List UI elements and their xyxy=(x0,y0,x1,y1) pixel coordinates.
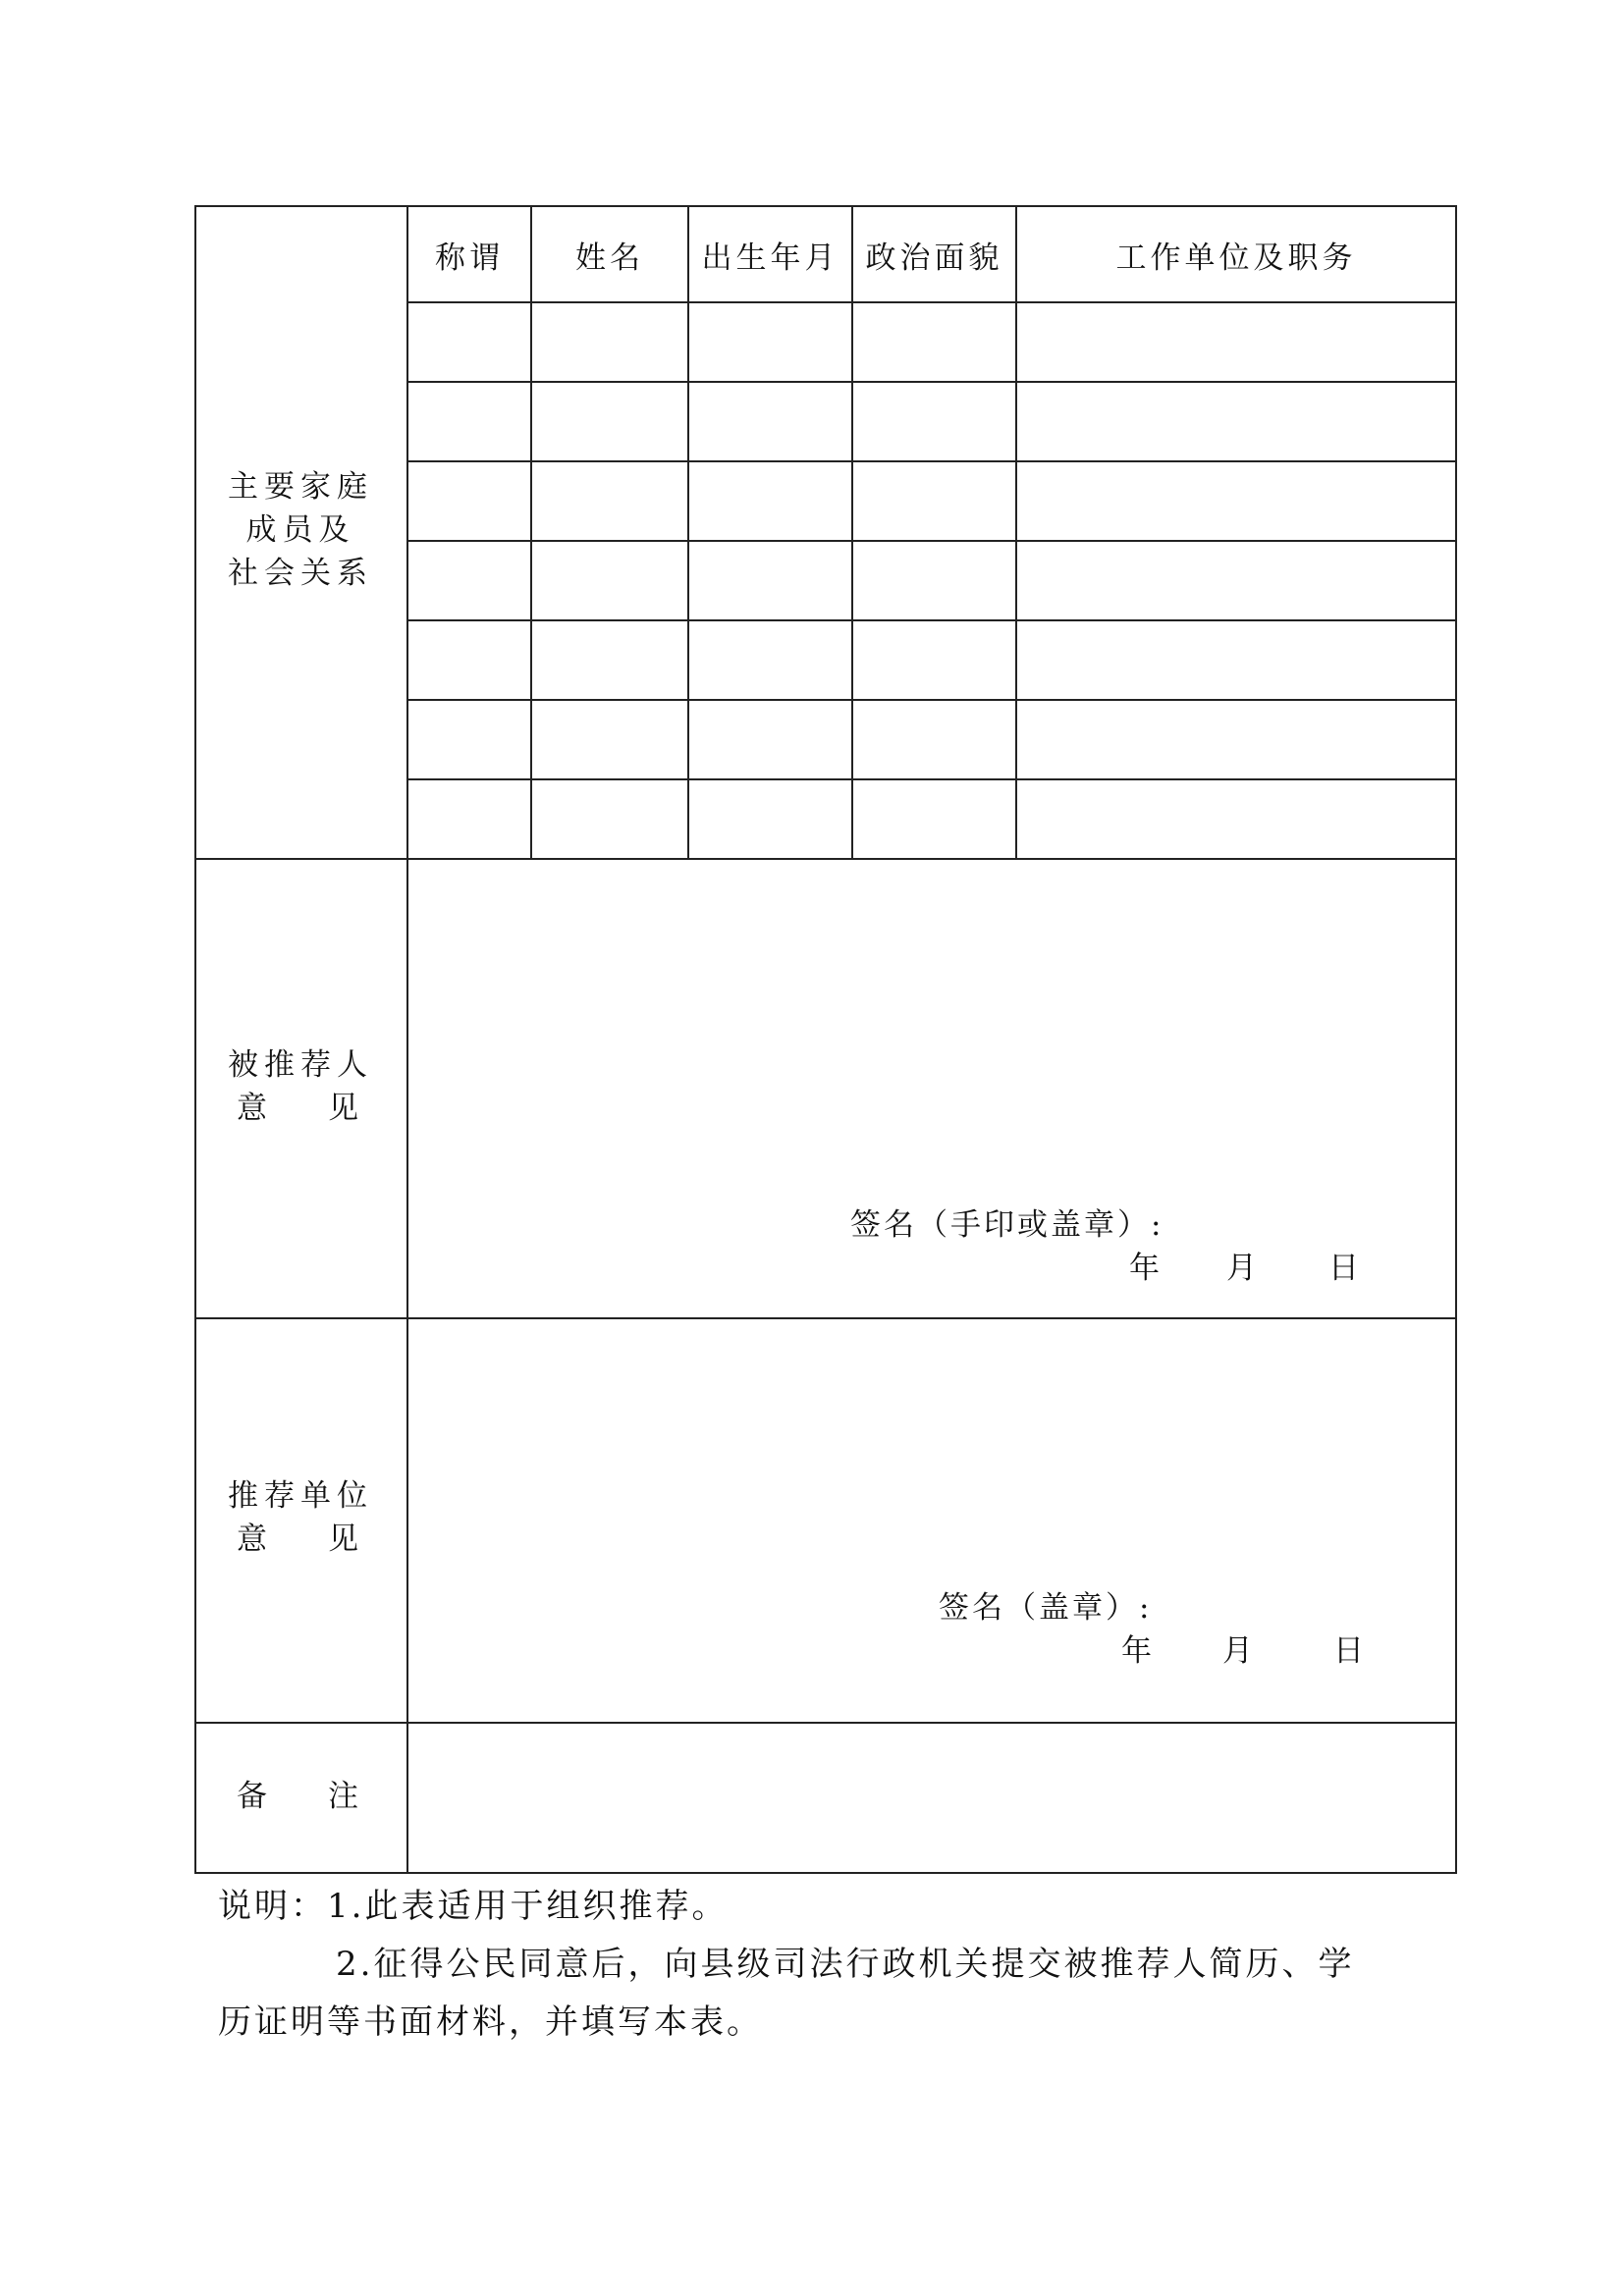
family-members-label xyxy=(196,465,405,595)
unit-label-char: 见 xyxy=(328,1522,364,1557)
nominee-label-line1: 被推荐人 xyxy=(228,1047,373,1083)
unit-date-month: 月 xyxy=(1222,1633,1253,1669)
table-row[interactable] xyxy=(408,383,1455,460)
nominee-label-char: 见 xyxy=(328,1091,364,1126)
unit-date-day: 日 xyxy=(1333,1633,1364,1669)
table-border-right xyxy=(1455,205,1457,1874)
note-line-1: 说明：1.此表适用于组织推荐。 xyxy=(218,1887,729,1926)
remarks-label xyxy=(196,1775,405,1818)
remarks-label-line xyxy=(237,1775,364,1818)
table-row[interactable] xyxy=(408,701,1455,778)
nominee-opinion-field[interactable] xyxy=(408,860,1455,1317)
remarks-field[interactable] xyxy=(408,1724,1455,1872)
unit-opinion-label xyxy=(196,1474,405,1561)
unit-signature-label: 签名（盖章）: xyxy=(939,1590,1153,1626)
header-relationship: 称谓 xyxy=(435,240,504,276)
header-employer-position: 工作单位及职务 xyxy=(1115,240,1357,276)
unit-label-line2 xyxy=(237,1518,364,1561)
table-row[interactable] xyxy=(408,542,1455,619)
family-label-line: 主要家庭 xyxy=(228,469,373,505)
note-line-2: 2.征得公民同意后，向县级司法行政机关提交被推荐人简历、学 xyxy=(336,1945,1355,1984)
unit-date-year: 年 xyxy=(1121,1633,1152,1669)
unit-label-line1: 推荐单位 xyxy=(228,1478,373,1514)
nominee-opinion-label xyxy=(196,1043,405,1130)
remarks-label-char: 注 xyxy=(328,1779,364,1814)
header-political-status: 政治面貌 xyxy=(865,240,1003,276)
table-row[interactable] xyxy=(408,621,1455,699)
unit-opinion-field[interactable] xyxy=(408,1319,1455,1722)
note-line-3: 历证明等书面材料，并填写本表。 xyxy=(218,2002,763,2042)
table-row[interactable] xyxy=(408,462,1455,540)
nominee-date-day: 日 xyxy=(1328,1251,1359,1286)
header-name: 姓名 xyxy=(575,240,644,276)
nominee-date-year: 年 xyxy=(1129,1251,1160,1286)
nominee-label-line2 xyxy=(237,1087,364,1130)
family-label-line: 社会关系 xyxy=(228,556,373,591)
remarks-label-char: 备 xyxy=(237,1779,273,1814)
table-row[interactable] xyxy=(408,780,1455,858)
table-border-left xyxy=(194,205,196,1874)
header-birth-date: 出生年月 xyxy=(701,240,839,276)
nominee-date-month: 月 xyxy=(1226,1251,1257,1286)
nominee-label-char: 意 xyxy=(237,1091,273,1126)
table-border-bottom xyxy=(194,1872,1457,1874)
table-row[interactable] xyxy=(408,303,1455,381)
unit-label-char: 意 xyxy=(237,1522,273,1557)
family-label-line: 成员及 xyxy=(245,512,355,548)
nominee-signature-label: 签名（手印或盖章）: xyxy=(850,1207,1164,1243)
